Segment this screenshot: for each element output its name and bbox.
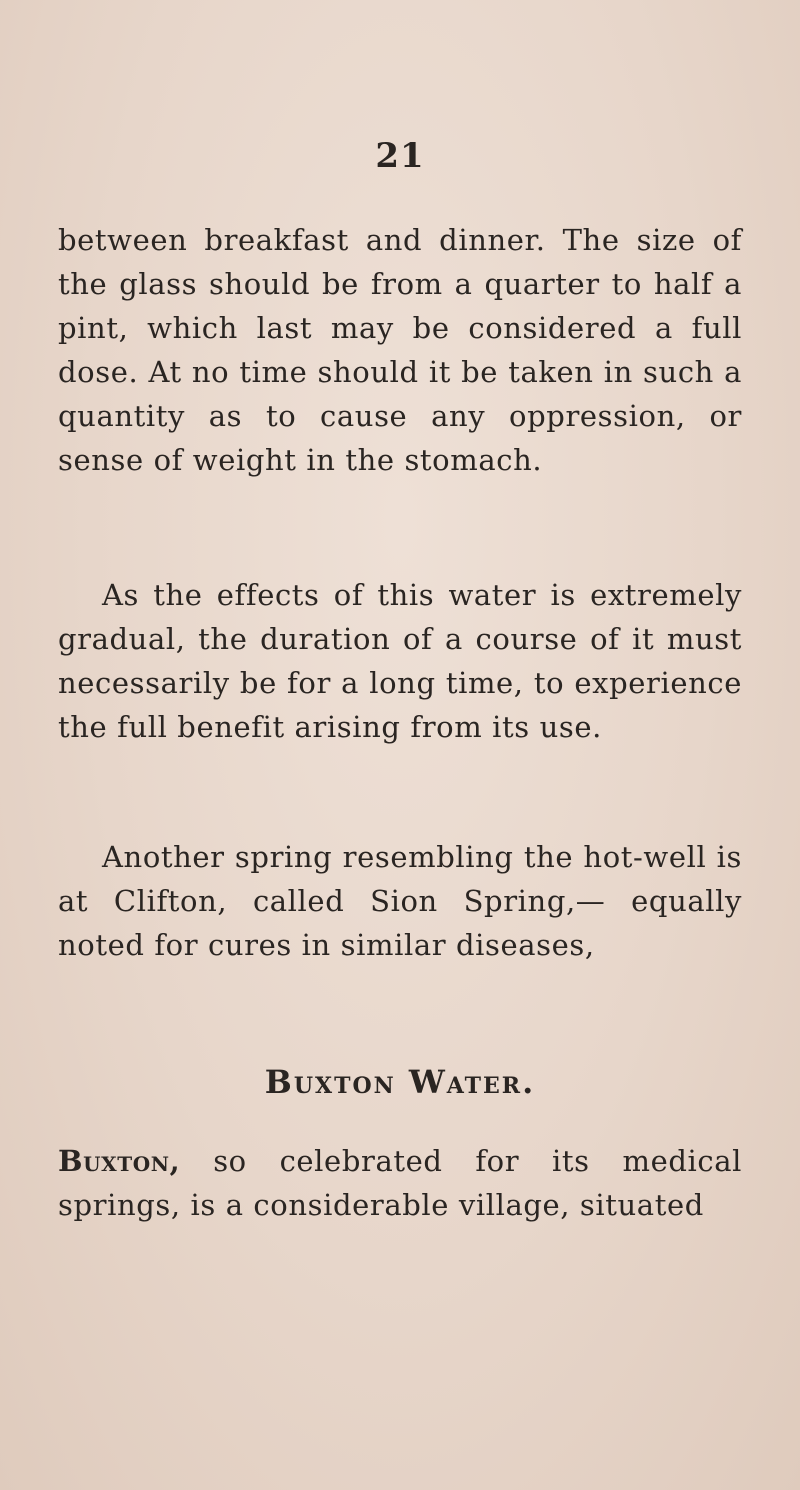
paragraph-4 [58, 1139, 742, 1227]
paragraph-1: between breakfast and dinner. The size of the glass should be from a quarter to half a pint, which last may be considered a full dose. At no time should it be taken in such a quantity as to cause any oppression, or sense of weight in the stomach. [58, 223, 742, 477]
paragraph-4-lead-word: Buxton, [58, 1144, 181, 1178]
paragraph-3: Another spring resembling the hot-well is at Clifton, called Sion Spring,— equally noted for cures in similar diseases, [58, 840, 742, 962]
section-heading: Buxton Water. [264, 1063, 536, 1101]
paragraph-1-block [58, 218, 742, 482]
paragraph-2-block [58, 573, 742, 749]
paragraph-2: As the effects of this water is extremely gradual, the duration of a course of it must necessarily be for a long time, to experience the full benefit arising from its use. [58, 578, 742, 744]
page-number: 21 [375, 136, 425, 176]
paragraph-4-text: so celebrated for its medical springs, is a considerable village, situated [58, 1144, 742, 1222]
paragraph-3-block [58, 835, 742, 967]
paragraph-4-block [58, 1139, 742, 1227]
